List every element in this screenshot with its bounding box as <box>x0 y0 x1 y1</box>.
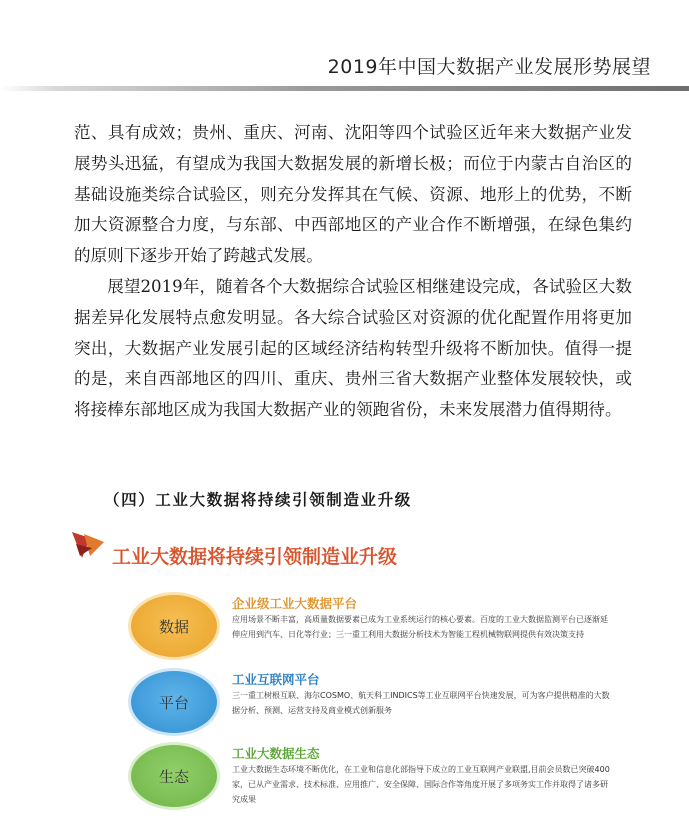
figure-title: 工业大数据将持续引领制造业升级 <box>112 546 398 568</box>
data-oval-label: 数据 <box>158 617 189 636</box>
paragraph-continued: 范、具有成效；贵州、重庆、河南、沈阳等四个试验区近年来大数据产业发展势头迅猛，有望成为我国大数据发展的新增长极；而位于内蒙古自治区的基础设施类综合试验区，则充分发挥其在气候、资源、地形上的优势，不断加大资源整合力度，与东部、中西部地区的产业合作不断增强，在绿色集约的原则下逐步开始了跨越式发展。 <box>74 123 632 266</box>
platform-item-desc: 三一重工树根互联、海尔COSMO、航天科工INDICS等工业互联网平台快速发展，可为客户提供精准的大数据分析、预测、运营支持及商业模式创新服务 <box>232 691 610 715</box>
data-item-desc: 应用场景不断丰富，高质量数据要素已成为工业系统运行的核心要素。百度的工业大数据监测平台已逐渐延伸应用到汽车、日化等行业；三一重工利用大数据分析技术为智能工程机械物联网提供有效决策支持 <box>232 615 608 639</box>
paragraph-outlook: 展望2019年，随着各个大数据综合试验区相继建设完成，各试验区大数据差异化发展特点愈发明显。各大综合试验区对资源的优化配置作用将更加突出，大数据产业发展引起的区域经济结构转型升级将不断加快。值得一提的是，来自西部地区的四川、重庆、贵州三省大数据产业整体发展较快，或将接棒东部地区成为我国大数据产业的领跑省份，未来发展潜力值得期待。 <box>74 276 632 420</box>
data-oval <box>128 592 220 660</box>
industrial-big-data-figure <box>58 520 646 820</box>
platform-item-title: 工业互联网平台 <box>232 672 320 687</box>
ecology-item-desc: 工业大数据生态环境不断优化，在工业和信息化部指导下成立的工业互联网产业联盟,目前会员数已突破400家，已从产业需求、技术标准、应用推广、安全保障、国际合作等角度开展了多项务实工作并取得了诸多研究成果 <box>232 765 610 804</box>
figure-item-platform <box>128 668 628 744</box>
figure-item-data <box>128 592 628 668</box>
ribbon-logo-icon <box>70 530 106 560</box>
running-header-title: 2019年中国大数据产业发展形势展望 <box>327 56 651 78</box>
figure-item-ecology <box>128 742 628 818</box>
ecology-oval-label: 生态 <box>158 767 189 786</box>
ecology-item-title: 工业大数据生态 <box>232 746 320 761</box>
ecology-oval <box>128 742 220 810</box>
header-divider <box>0 86 689 91</box>
platform-oval-label: 平台 <box>158 693 189 712</box>
section-heading: （四）工业大数据将持续引领制造业升级 <box>104 490 412 509</box>
body-text <box>74 118 632 426</box>
data-item-title: 企业级工业大数据平台 <box>232 596 358 611</box>
platform-oval <box>128 668 220 736</box>
